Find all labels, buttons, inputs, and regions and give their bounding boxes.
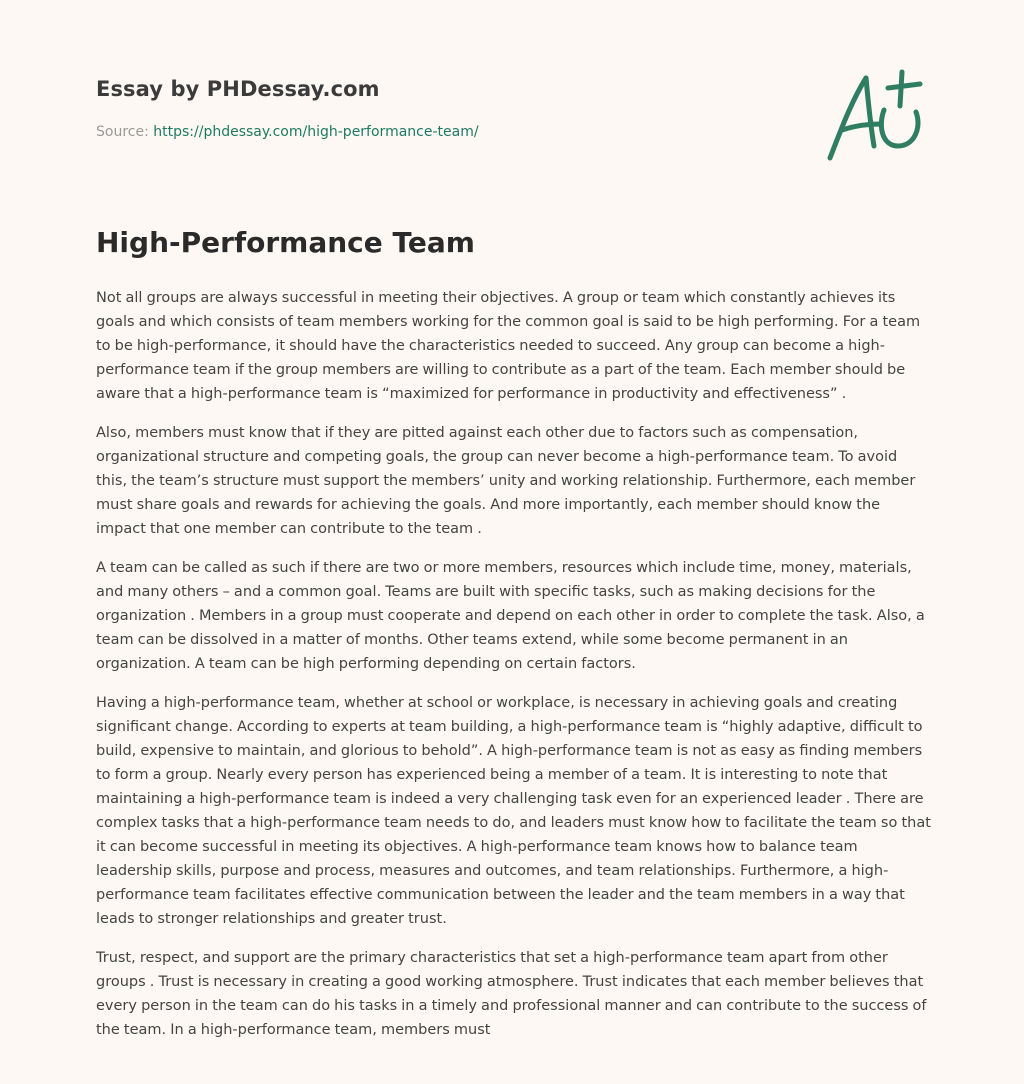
paragraph-4: Having a high-performance team, whether at school or workplace, is necessary in achieving goals and creating significant change. According to experts at team building, a high-performance team is “highly adaptive, difficult to build, expensive to maintain, and glorious to behold”. A high-performance team is not as easy as finding members to form a group. Nearly every person has experienced being a member of a team. It is interesting to note that maintaining a high-performance team is indeed a very challenging task even for an experienced leader . There are complex tasks that a high-performance team needs to do, and leaders must know how to facilitate the team so that it can become successful in meeting its objectives. A high-performance team knows how to balance team leadership skills, purpose and process, measures and outcomes, and team relationships. Furthermore, a high-performance team facilitates effective communication between the leader and the team members in a way that leads to stronger relationships and greater trust. — [96, 695, 931, 927]
paragraph-5: Trust, respect, and support are the primary characteristics that set a high-performance team apart from other groups . Trust is necessary in creating a good working atmosphere. Trust indicates that each member believes that every person in the team can do his tasks in a timely and professional manner and can contribute to the success of the team. In a high-performance team, members must — [96, 950, 927, 1038]
essay-body — [96, 286, 932, 1057]
paragraph-2: Also, members must know that if they are pitted against each other due to factors such as compensation, organizational structure and competing goals, the group can never become a high-performance team. To avoid this, the team’s structure must support the members’ unity and working relationship. Furthermore, each member must share goals and rewards for achieving the goals. And more importantly, each member should know the impact that one member can contribute to the team . — [96, 425, 916, 537]
source-line — [96, 124, 479, 140]
paragraph-3: A team can be called as such if there are two or more members, resources which include time, money, materials, and many others – and a common goal. Teams are built with specific tasks, such as making decisions for the organization . Members in a group must cooperate and depend on each other in order to complete the task. Also, a team can be dissolved in a matter of months. Other teams extend, while some become permanent in an organization. A team can be high performing depending on certain factors. — [96, 560, 925, 672]
essay-title: High-Performance Team — [96, 226, 475, 259]
site-name: Essay by PHDessay.com — [96, 77, 380, 101]
source-link[interactable]: https://phdessay.com/high-performance-team/ — [153, 124, 479, 140]
source-label: Source: — [96, 124, 149, 140]
paragraph-1: Not all groups are always successful in meeting their objectives. A group or team which constantly achieves its goals and which consists of team members working for the common goal is said to be high performing. For a team to be high-performance, it should have the characteristics needed to succeed. Any group can become a high-performance team if the group members are willing to contribute as a part of the team. Each member should be aware that a high-performance team is “maximized for performance in productivity and effectiveness” . — [96, 290, 921, 402]
a-plus-logo-icon — [818, 66, 930, 166]
